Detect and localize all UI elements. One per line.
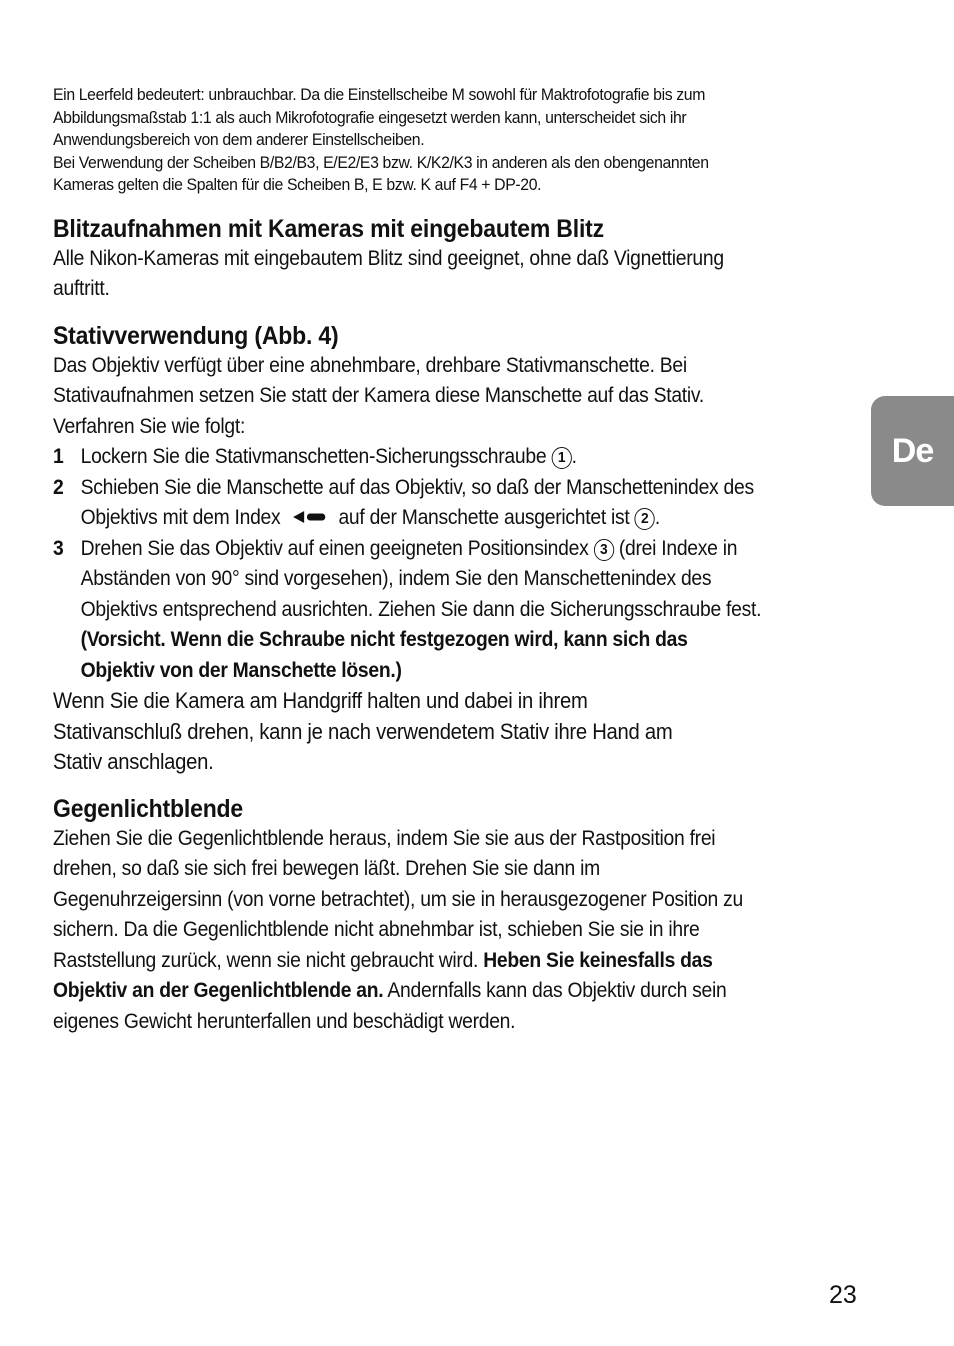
hood-text (53, 824, 863, 1038)
step-text: . (654, 506, 660, 529)
text-line: Wenn Sie die Kamera am Handgriff halten und dabei in ihrem (53, 688, 588, 714)
callout-number: 1 (551, 447, 571, 469)
heading-tripod: Stativverwendung (Abb. 4) (53, 321, 339, 350)
index-arrow-icon (291, 503, 328, 534)
language-tab: De (871, 396, 954, 506)
text-line (53, 946, 863, 977)
tripod-steps (53, 442, 863, 686)
text-span: Raststellung zurück, wenn sie nicht gebraucht wird. (53, 948, 479, 972)
text-line: Stativ anschlagen. (53, 749, 214, 775)
list-item (53, 473, 863, 534)
text-line: Stativaufnahmen setzen Sie statt der Kamera diese Manschette auf das Stativ. (53, 384, 704, 407)
step-text: Objektivs mit dem Index (80, 506, 281, 529)
text-line: Alle Nikon-Kameras mit eingebautem Blitz sind geeignet, ohne daß Vignettierung (53, 246, 724, 270)
text-line: sichern. Da die Gegenlichtblende nicht abnehmbar ist, schieben Sie sie in ihre (53, 918, 700, 942)
step-number: 2 (53, 475, 64, 499)
step-text: Schieben Sie die Manschette auf das Objektiv, so daß der Manschettenindex des (80, 475, 754, 499)
list-item (53, 442, 863, 473)
step-text: Abständen von 90° sind vorgesehen), indem Sie den Manschettenindex des (80, 567, 712, 591)
page-content (53, 84, 868, 1037)
step-text: Lockern Sie die Stativmanschetten-Sicherungsschraube (80, 445, 547, 468)
warning-text: Objektiv an der Gegenlichtblende an. (53, 979, 384, 1003)
note-line: Kameras gelten die Spalten für die Scheiben B, E bzw. K auf F4 + DP-20. (53, 175, 542, 194)
text-line: drehen, so daß sie sich frei bewegen läßt. Drehen Sie sie dann im (53, 857, 600, 881)
text-line: auftritt. (53, 277, 110, 300)
note-line: Ein Leerfeld bedeutert: unbrauchbar. Da die Einstellscheibe M sowohl für Maktrofotografie bis zum (53, 85, 706, 104)
text-span: Andernfalls kann das Objektiv durch sein (387, 979, 727, 1003)
text-line: Stativanschluß drehen, kann je nach verwendetem Stativ ihre Hand am (53, 718, 673, 744)
text-line: Verfahren Sie wie folgt: (53, 414, 246, 438)
heading-hood: Gegenlichtblende (53, 794, 244, 823)
flash-text (53, 244, 863, 305)
step-text: . (571, 445, 577, 468)
tripod-outro (53, 686, 863, 778)
warning-text: Heben Sie keinesfalls das (483, 948, 713, 972)
step-text: auf der Manschette ausgerichtet ist (338, 506, 630, 529)
list-item (53, 534, 863, 687)
step-text: Objektivs entsprechend ausrichten. Ziehen Sie dann die Sicherungsschraube fest. (80, 597, 762, 621)
step-number: 3 (53, 536, 64, 560)
note-line: Bei Verwendung der Scheiben B/B2/B3, E/E2/E3 bzw. K/K2/K3 in anderen als den obengenannten (53, 152, 709, 172)
table-note (53, 84, 871, 197)
note-line: Anwendungsbereich von dem anderer Einstellscheiben. (53, 130, 425, 149)
callout-number: 3 (594, 539, 614, 561)
callout-number: 2 (635, 508, 655, 530)
page-number: 23 (829, 1281, 857, 1309)
text-line: Das Objektiv verfügt über eine abnehmbare, drehbare Stativmanschette. Bei (53, 353, 687, 377)
warning-text: (Vorsicht. Wenn die Schraube nicht festgezogen wird, kann sich das (80, 628, 688, 652)
warning-text: Objektiv von der Manschette lösen.) (80, 658, 402, 682)
step-text: (drei Indexe in (618, 536, 738, 560)
text-line (53, 976, 863, 1007)
text-line: eigenes Gewicht herunterfallen und beschädigt werden. (53, 1009, 516, 1033)
heading-flash: Blitzaufnahmen mit Kameras mit eingebautem Blitz (53, 214, 604, 243)
text-line: Gegenuhrzeigersinn (von vorne betrachtet), um sie in herausgezogener Position zu (53, 887, 743, 911)
step-number: 1 (53, 445, 64, 468)
text-line: Ziehen Sie die Gegenlichtblende heraus, indem Sie sie aus der Rastposition frei (53, 826, 716, 850)
tripod-text (53, 351, 863, 778)
step-text: Drehen Sie das Objektiv auf einen geeigneten Positionsindex (80, 536, 589, 560)
note-line: Abbildungsmaßstab 1:1 als auch Mikrofotografie eingesetzt werden kann, unterscheidet sich ihr (53, 107, 687, 127)
